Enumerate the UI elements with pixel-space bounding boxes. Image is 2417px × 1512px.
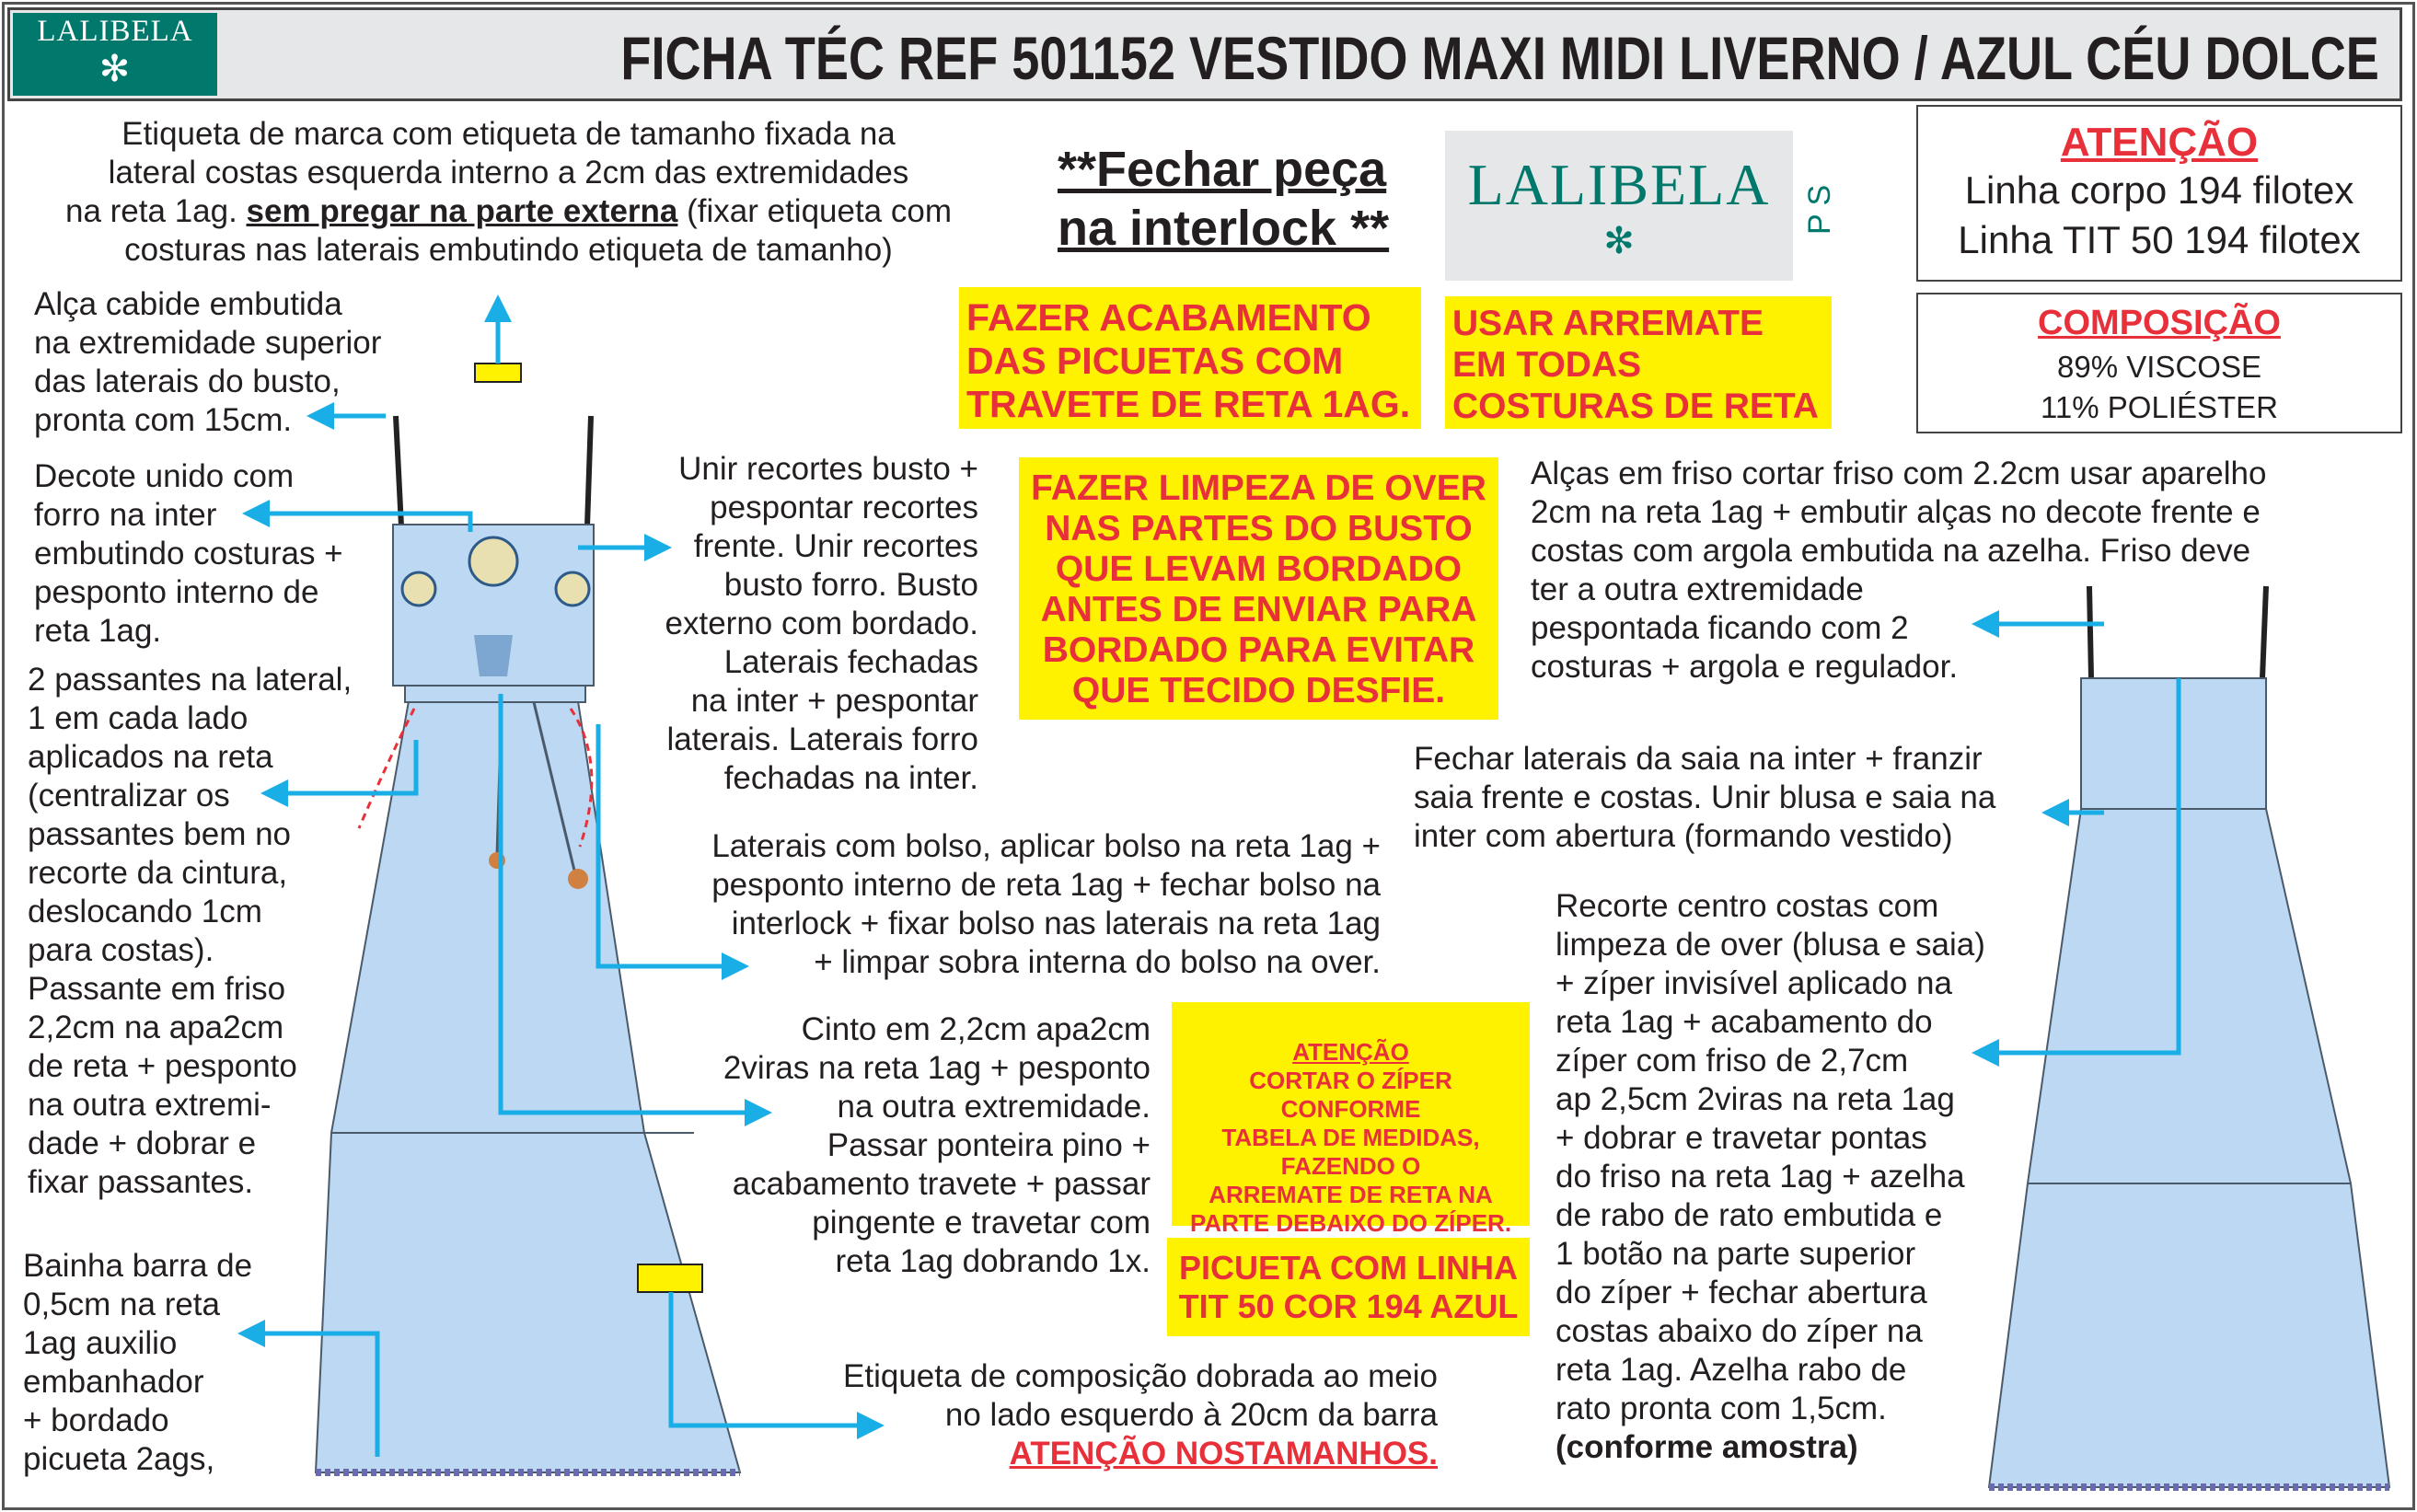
front-strap-right (587, 416, 591, 526)
skirt-note: Fechar laterais da saia na inter + franzir saia frente e costas. Unir blusa e saia na inter com abertura (formando vestido) (1414, 741, 1996, 854)
interlock-text: **Fechar peça na interlock ** (1058, 142, 1390, 256)
hanger-note: Alça cabide embutida na extremidade superior das laterais do busto, pronta com 15cm. (34, 286, 382, 438)
warning-over: FAZER LIMPEZA DE OVER NAS PARTES DO BUSTO QUE LEVAM BORDADO ANTES DE ENVIAR PARA BORDADO PARA EVITAR QUE TECIDO DESFIE. (1019, 457, 1498, 720)
arrow (598, 724, 735, 966)
front-dress (316, 364, 740, 1472)
size-tag: P S (1802, 184, 1837, 235)
page-title: FICHA TÉC REF 501152 VESTIDO MAXI MIDI LIVERNO / AZUL CÉU DOLCE (620, 24, 2379, 92)
belt-note: Cinto em 2,2cm apa2cm 2viras na reta 1ag + pesponto na outra extremidade. Passar ponteira pino + acabamento travete + passar pingente e travetar com reta 1ag dobrando 1x. (723, 1011, 1151, 1279)
back-dress (1989, 586, 2389, 1487)
front-strap-left (396, 416, 401, 526)
note-text: Etiqueta de composição dobrada ao meio no lado esquerdo à 20cm da barra (843, 1358, 1438, 1433)
note-text: Etiqueta de marca com etiqueta de tamanho fixada na lateral costas esquerda interno a 2cm das extremidades na reta 1ag. (65, 116, 909, 229)
note-text: (fixar etiqueta com costuras nas laterais embutindo etiqueta de tamanho) (124, 193, 952, 268)
warning-picuetas: FAZER ACABAMENTO DAS PICUETAS COM TRAVETE DE RETA 1AG. (959, 287, 1421, 429)
back-bodice (2081, 678, 2266, 809)
logo-text: LALIBELA (37, 15, 193, 48)
back-strap-left (2089, 586, 2091, 678)
bee-icon: ✻ (98, 48, 132, 89)
note-text: Recorte centro costas com limpeza de over (blusa e saia) + zíper invisível aplicado na reta 1ag + acabamento do zíper com friso de 2,7cm ap 2,5cm 2viras na reta 1ag + dobrar e travetar pontas do friso na reta 1ag + azelha de rabo de rato embutida e 1 botão na parte superior do zíper + fechar abertura costas abaixo do zíper na reta 1ag. Azelha rabo de rato pronta com 1,5cm. (1555, 888, 1985, 1426)
pocket-note: Laterais com bolso, aplicar bolso na reta 1ag + pesponto interno de reta 1ag + fechar bolso na interlock + fixar bolso nas laterais na reta 1ag + limpar sobra interna do bolso na over. (711, 828, 1381, 980)
bee-icon: ✻ (1603, 220, 1635, 261)
note-bold: sem pregar na parte externa (246, 193, 678, 229)
note-bold: (conforme amostra) (1555, 1429, 1858, 1465)
hem-note: Bainha barra de 0,5cm na reta 1ag auxilio embanhador + bordado picueta 2ags, (23, 1248, 253, 1477)
belt (405, 686, 585, 702)
zipper-warning-title: ATENÇÃO (1292, 1038, 1409, 1066)
note-warning: ATENÇÃO NOSTAMANHOS. (1009, 1436, 1438, 1472)
warning-arremate: USAR ARREMATE EM TODAS COSTURAS DE RETA (1445, 296, 1832, 429)
straps-note: Alças em friso cortar friso com 2.2cm usar aparelho 2cm na reta 1ag + embutir alças no decote frente e costas com argola embutida na azelha. Friso deve ter a outra extremidade pespontada ficando com 2 costuras + argola e regulador. (1531, 456, 2267, 685)
brand-label-name: LALIBELA (1467, 152, 1771, 217)
back-skirt (1989, 809, 2389, 1487)
composition-title: COMPOSIÇÃO (2038, 304, 2281, 342)
zipper-warning-text: CORTAR O ZÍPER CONFORME TABELA DE MEDIDAS, FAZENDO O ARREMATE DE RETA NA PARTE DEBAIXO DO ZÍPER. (1189, 1067, 1512, 1237)
attention-title: ATENÇÃO (2060, 120, 2259, 165)
attention-text: Linha corpo 194 filotex Linha TIT 50 194 filotex (1958, 168, 2361, 261)
loops-note: 2 passantes na lateral, 1 em cada lado aplicados na reta (centralizar os passantes bem no recorte da cintura, deslocando 1cm para costas). Passante em friso 2,2cm na apa2cm de reta + pesponto na outra extremi- dade + dobrar e fixar passantes. (28, 662, 353, 1200)
warning-picueta-line: PICUETA COM LINHA TIT 50 COR 194 AZUL (1167, 1238, 1530, 1336)
hanger-tag (475, 364, 521, 382)
bust-note: Unir recortes busto + pespontar recortes frente. Unir recortes busto forro. Busto externo com bordado. Laterais fechadas na inter + pespontar laterais. Laterais forro fechadas na inter. (665, 451, 978, 796)
composition-text: 89% VISCOSE 11% POLIÉSTER (2041, 350, 2278, 424)
belt-pendant (568, 869, 588, 889)
composition-tag (638, 1264, 702, 1292)
neckline-note: Decote unido com forro na inter embutindo costuras + pesponto interno de reta 1ag. (34, 458, 343, 649)
back-strap-right (2262, 586, 2266, 678)
